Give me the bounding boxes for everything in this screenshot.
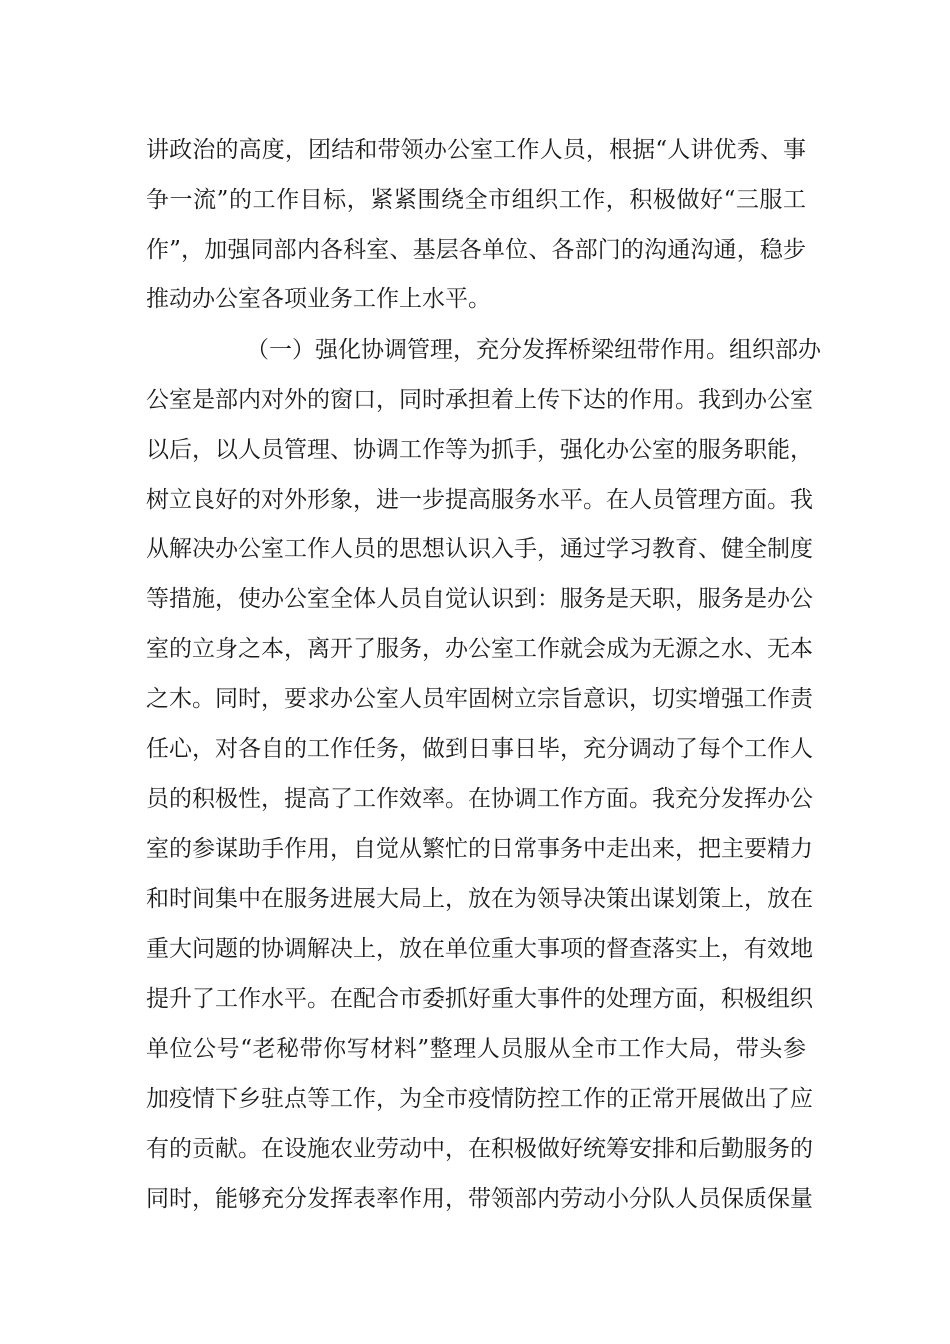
body-text-line: 有的贡献。在设施农业劳动中，在积极做好统筹安排和后勤服务的 — [146, 1136, 813, 1162]
body-text-line: 室的参谋助手作用，自觉从繁忙的日常事务中走出来，把主要精力 — [146, 836, 813, 862]
body-text-line: 讲政治的高度，团结和带领办公室工作人员，根据“人讲优秀、事 — [146, 137, 806, 163]
body-text-line: 公室是部内对外的窗口，同时承担着上传下达的作用。我到办公室 — [146, 387, 813, 413]
body-text-line: 之木。同时，要求办公室人员牢固树立宗旨意识，切实增强工作责 — [146, 686, 813, 712]
body-text-line: 等措施，使办公室全体人员自觉认识到：服务是天职，服务是办公 — [146, 586, 813, 612]
body-text-line: 推动办公室各项业务工作上水平。 — [146, 286, 491, 312]
body-text-line: 争一流”的工作目标，紧紧围绕全市组织工作，积极做好“三服工 — [146, 187, 806, 213]
body-text-line: 从解决办公室工作人员的思想认识入手，通过学习教育、健全制度 — [146, 536, 813, 562]
section-heading-line: （一）强化协调管理，充分发挥桥梁纽带作用。组织部办 — [246, 337, 821, 363]
body-text-line: 提升了工作水平。在配合市委抓好重大事件的处理方面，积极组织 — [146, 986, 813, 1012]
body-text-line: 同时，能够充分发挥表率作用，带领部内劳动小分队人员保质保量 — [146, 1186, 813, 1212]
body-text-line: 树立良好的对外形象，进一步提高服务水平。在人员管理方面。我 — [146, 487, 813, 513]
body-text-line: 员的积极性，提高了工作效率。在协调工作方面。我充分发挥办公 — [146, 786, 813, 812]
body-text-line: 室的立身之本，离开了服务，办公室工作就会成为无源之水、无本 — [146, 636, 813, 662]
body-text-line: 作”，加强同部内各科室、基层各单位、各部门的沟通沟通，稳步 — [146, 237, 806, 263]
body-text-line: 单位公号“老秘带你写材料”整理人员服从全市工作大局，带头参 — [146, 1036, 806, 1062]
body-text-line: 任心，对各自的工作任务，做到日事日毕，充分调动了每个工作人 — [146, 736, 813, 762]
body-text-line: 重大问题的协调解决上，放在单位重大事项的督查落实上，有效地 — [146, 936, 813, 962]
body-text-line: 以后，以人员管理、协调工作等为抓手，强化办公室的服务职能， — [146, 437, 813, 463]
body-text-line: 和时间集中在服务进展大局上，放在为领导决策出谋划策上，放在 — [146, 886, 813, 912]
body-text-line: 加疫情下乡驻点等工作，为全市疫情防控工作的正常开展做出了应 — [146, 1086, 813, 1112]
